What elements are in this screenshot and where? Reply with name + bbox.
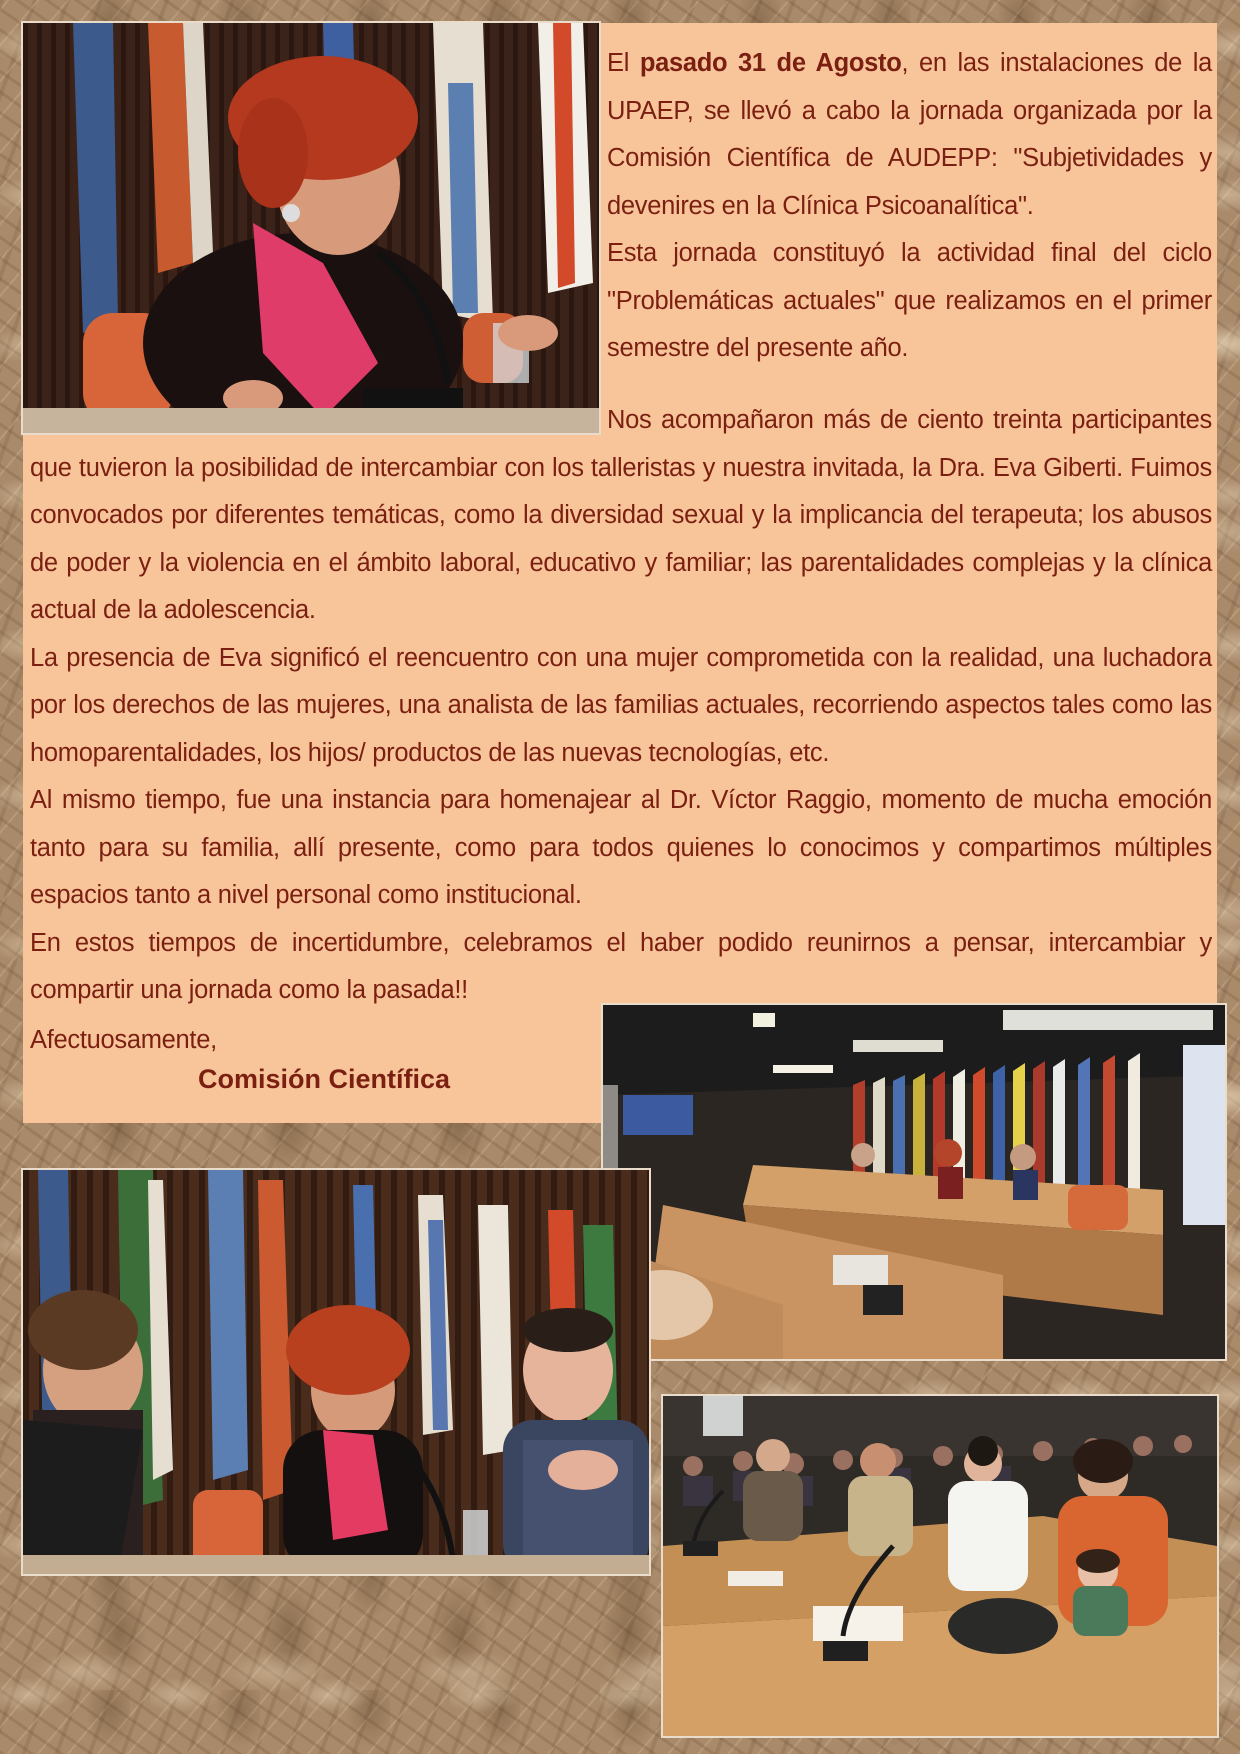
speaker-photo bbox=[23, 23, 599, 433]
closing-salutation: Afectuosamente, bbox=[30, 1026, 217, 1054]
intro-text bbox=[607, 40, 1212, 373]
intro-description: , en las instalaciones de la UPAEP, se llevó a cabo la jornada organizada por la Comisión Científica de AUDEPP: "Subjetividades y devenires en la Clínica Psicoanalítica". bbox=[607, 49, 1213, 220]
body-text bbox=[30, 397, 1212, 1015]
audience-photo bbox=[663, 1396, 1217, 1736]
event-date: pasado 31 de Agosto bbox=[639, 49, 902, 77]
body-paragraph-participants: Nos acompañaron más de ciento treinta participantes que tuvieron la posibilidad de intercambiar con los talleristas y nuestra invitada, la Dra. Eva Giberti. Fuimos convocados por diferentes temáticas, como la diversidad sexual y la implicancia del terapeuta; los abusos de poder y la violencia en el ámbito laboral, educativo y familiar; las parentalidades complejas y la clínica actual de la adolescencia. bbox=[30, 406, 1212, 624]
body-paragraph-eva: La presencia de Eva significó el reencuentro con una mujer comprometida con la realidad, una luchadora por los derechos de las mujeres, una analista de las familias actuales, recorriendo aspectos tales como las homoparentalidades, los hijos/ productos de las nuevas tecnologías, etc. bbox=[30, 643, 1212, 767]
intro-paragraph-2: Esta jornada constituyó la actividad final del ciclo "Problemáticas actuales" que realizamos en el primer semestre del presente año. bbox=[607, 239, 1212, 362]
signature: Comisión Científica bbox=[198, 1064, 451, 1094]
body-paragraph-tribute: Al mismo tiempo, fue una instancia para homenajear al Dr. Víctor Raggio, momento de mucha emoción tanto para su familia, allí presente, como para todos quienes lo conocimos y compartimos múltiples espacios tanto a nivel personal como institucional. bbox=[30, 786, 1212, 909]
intro-prefix: El bbox=[607, 49, 630, 77]
panel-speakers-photo bbox=[23, 1170, 649, 1574]
intro-paragraph-1 bbox=[607, 40, 1212, 230]
body-paragraph-closing: En estos tiempos de incertidumbre, celebramos el haber podido reunirnos a pensar, intercambiar y compartir una jornada como la pasada!! bbox=[30, 928, 1212, 1004]
conference-room-photo bbox=[603, 1005, 1225, 1359]
